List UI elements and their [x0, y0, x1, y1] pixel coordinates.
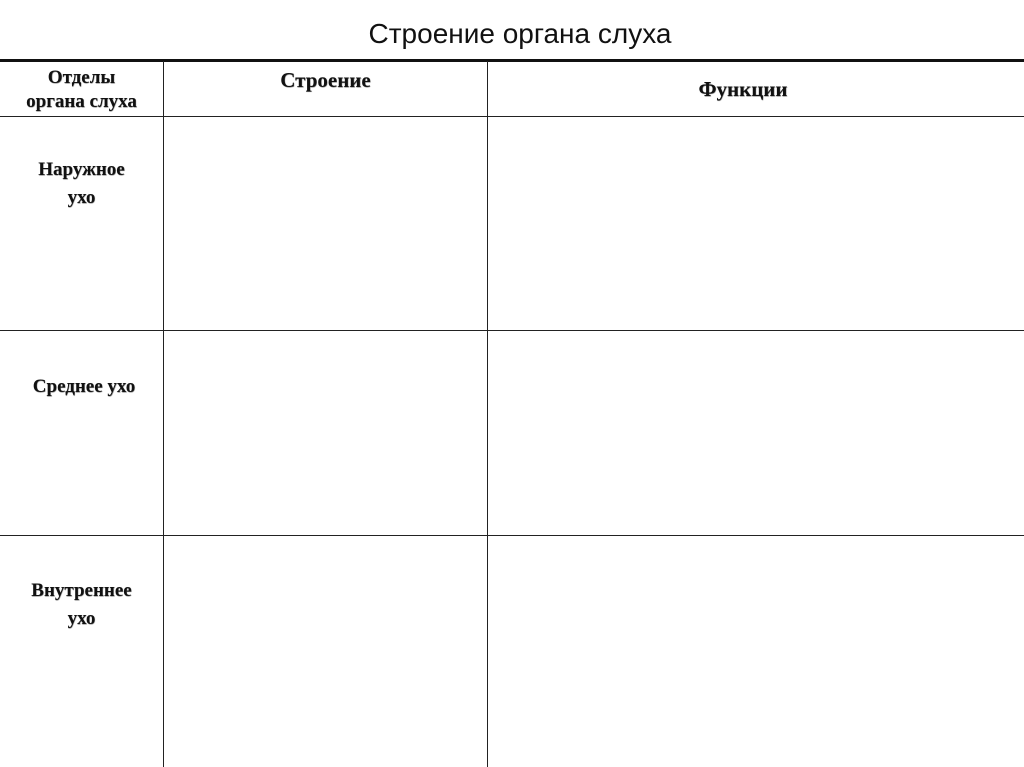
cell-outer-ear-structure[interactable]: [164, 117, 487, 330]
row-label-middle-ear: [0, 373, 168, 401]
cell-middle-ear-functions[interactable]: [488, 331, 1024, 535]
page-title: Строение органа слуха: [368, 18, 672, 49]
cell-middle-ear-structure[interactable]: [164, 331, 487, 535]
row-label-outer-ear: [0, 156, 163, 212]
cell-inner-ear-structure[interactable]: [164, 536, 487, 767]
row-label-inner-ear-line2: ухо: [67, 608, 96, 629]
row-label-inner-ear: [0, 577, 163, 633]
header-sections-line2: органа слуха: [26, 91, 137, 112]
header-sections-line1: Отделы: [47, 67, 116, 88]
cell-outer-ear-functions[interactable]: [488, 117, 1024, 330]
row-label-middle-ear-line1: Среднее ухо: [32, 376, 136, 397]
header-sections: [0, 66, 163, 114]
header-functions: Функции: [698, 77, 788, 101]
row-label-outer-ear-line1: Наружное: [38, 159, 125, 180]
cell-inner-ear-functions[interactable]: [488, 536, 1024, 767]
row-label-inner-ear-line1: Внутреннее: [31, 580, 132, 601]
title-divider: [0, 59, 1024, 62]
header-structure: Строение: [280, 68, 371, 92]
row-label-outer-ear-line2: ухо: [67, 187, 96, 208]
